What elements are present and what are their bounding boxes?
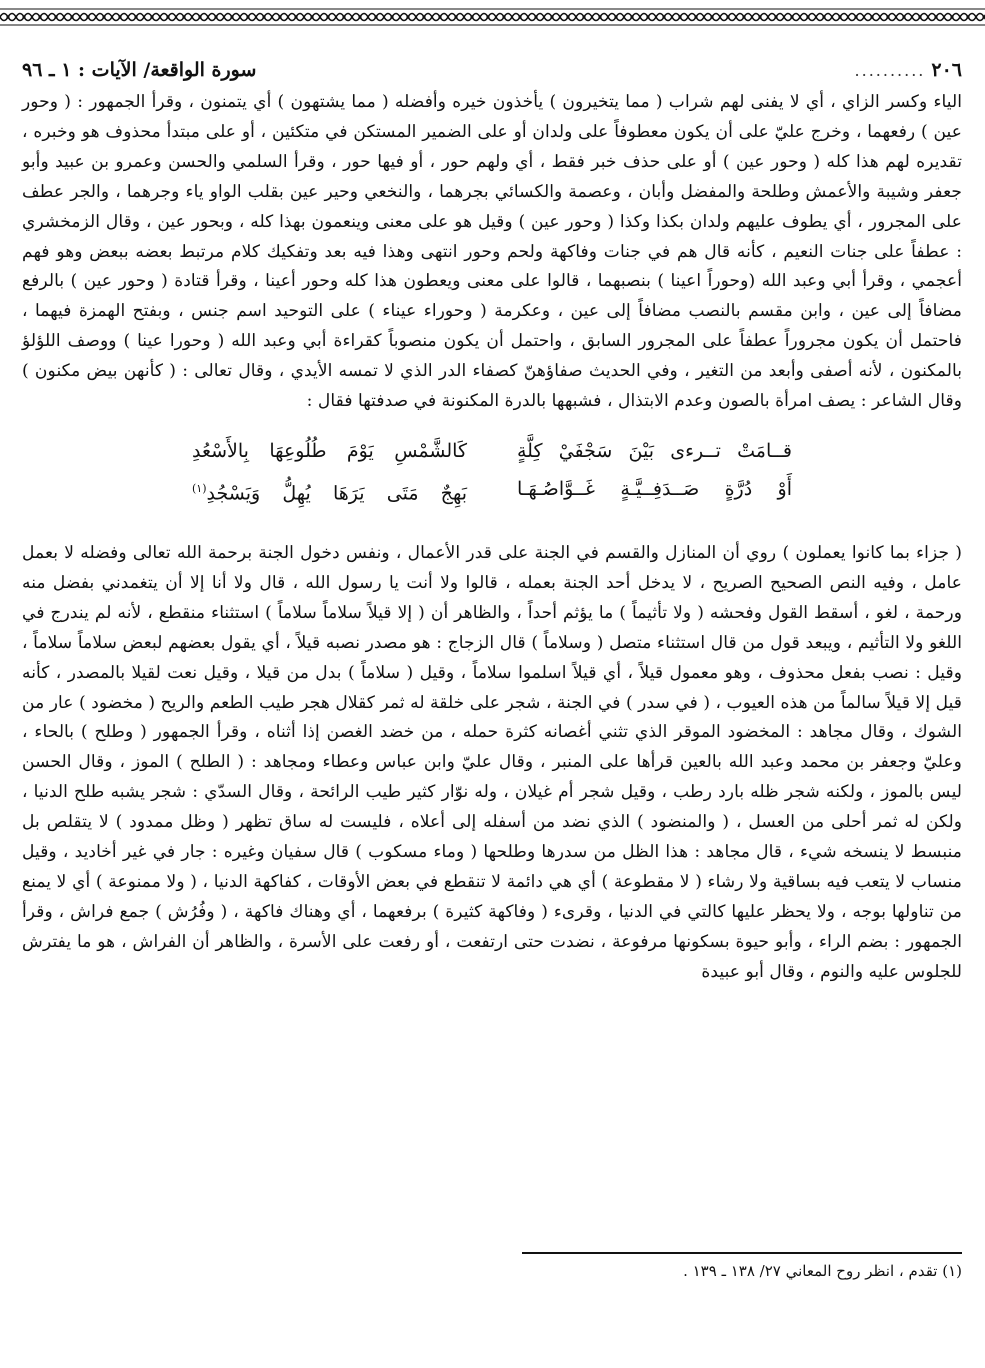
poem-line-1	[192, 433, 792, 469]
poem-line-1-first-hemistich: قــامَتْ تــرءى بَيْنَ سَجْفَيْ كِلَّةٍ	[517, 439, 792, 462]
poem-line-2-second-hemistich-text: بَهِجٌ مَتَى يَرَهَا يُهِلُّ وَيَسْجُدِ	[206, 482, 467, 505]
footnote-text: (١) تقدم ، انظر روح المعاني ٢٧/ ١٣٨ ـ ١٣٩ .	[683, 1262, 962, 1280]
poem-line-2-first-hemistich: أَوْ دُرَّةٍ صَــدَفِــيَّـةٍ غَــوَّاصُـهَـا	[517, 477, 792, 500]
header-dots: ..........	[854, 61, 926, 80]
poem-line-2-second-hemistich	[192, 471, 467, 511]
poem-line-1-second-hemistich: كَالشَّمْسِ يَوْمَ طُلُوعِهَا بِالأَسْعُدِ	[192, 439, 467, 462]
footnote-marker: (١)	[192, 481, 207, 495]
paragraph-2: ( جزاء بما كانوا يعملون ) روي أن المنازل والقسم في الجنة على قدر الأعمال ، ونفس دخول الجنة برحمة الله تعالى وفضله لا بعمل عامل ، وفيه النص الصحيح الصريح ، لا يدخل أحد الجنة بعمله ، قالوا ولا أنت يا رسول الله ، قال ولا أنا إلا أن يتغمدني بفضل منه ورحمة ، لغو ، أسقط القول وفحشه ( ولا تأثيماً ) ما يؤثم أحداً ، والظاهر أن ( إلا قيلاً سلاماً سلاماً ) استثناء منقطع ، لأنه لم يندرج في اللغو ولا التأثيم ، ويبعد قول من قال استثناء متصل ( وسلاماً ) قال الزجاج : هو مصدر نصبه قيلاً ، أي يقول بعضهم لبعض سلاماً سلاماً ، وقيل : نصب بفعل محذوف ، وهو معمول قيلاً ، أي قيلاً اسلموا سلاماً ، وقيل ( سلاماً ) بدل من قيلا ، وقيل نعت لقيلا بالمصدر ، كأنه قيل إلا قيلاً سالماً من هذه العيوب ، ( في سدر ) في الجنة ، شجر على خلقة له ثمر كقلال هجر طيب الطعم والريح ( مخضود ) عار من الشوك ، وقال مجاهد : المخضود الموقر الذي تثني أغصانه كثرة حمله ، من خضد الغصن إذا أثناه ، وقرأ الجمهور ( وطلح ) بالحاء ، وعليّ وجعفر بن محمد وعبد الله بالعين قرأها على المنبر ، وقال عليّ وابن عباس وعطاء ومجاهد : ( الطلح ) الموز ، وقال الحسن ليس بالموز ، ولكنه شجر ظله بارد رطب ، وقيل شجر أم غيلان ، وله نوّار كثير طيب الرائحة ، وقال السدّي : شجر يشبه طلح الدنيا ، ولكن له ثمر أحلى من العسل ، ( والمنضود ) الذي نضد من أسفله إلى أعلاه ، فليست له ساق تظهر ( وظل ممدود ) لا يتقلص بل منبسط لا ينسخه شيء ، قال مجاهد : هذا الظل من سدرها وطلحها ( وماء مسكوب ) قال سفيان وغيره : جار في غير أخاديد ، وقيل منساب لا يتعب فيه بساقية ولا رشاء ( لا مقطوعة ) أي هي دائمة لا تنقطع في بعض الأوقات ، كفاكهة الدنيا ، ( ولا ممنوعة ) أي لا يمنع من تناولها بوجه ، ولا يحظر عليها كالتي في الدنيا ، وقرىء ( وفاكهة كثيرة ) برفعهما ، أي وهناك فاكهة ، ( وفُرُش ) جمع فراش ، وقرأ الجمهور : بضم الراء ، وأبو حيوة بسكونها مرفوعة ، نضدت حتى ارتفعت ، أو رفعت على الأسرة ، والظاهر أن الفراش ، هو ما يفترش للجلوس عليه والنوم ، وقال أبو عبيدة	[22, 542, 962, 982]
footnote-divider	[522, 1252, 962, 1254]
page-content	[22, 52, 962, 988]
body-text	[22, 88, 962, 988]
top-border-ornament	[0, 8, 985, 26]
header-title: سورة الواقعة/ الآيات : ١ ـ ٩٦	[22, 59, 257, 81]
ornament-pattern-icon	[0, 8, 985, 26]
poem-block	[22, 429, 962, 529]
paragraph-1: الياء وكسر الزاي ، أي لا يفنى لهم شراب ( مما يتخيرون ) يأخذون خيره وأفضله ( مما يشتهون ) أي يتمنون ، وقرأ الجمهور : ( وحور عين ) رفعهما ، وخرج عليّ على أن يكون معطوفاً على ولدان أو على الضمير المستكن في متكئين ، أو على مبتدأ محذوف هو وخبره ، تقديره لهم هذا كله ( وحور عين ) أو على حذف خبر فقط ، أي ولهم حور ، أو فيها حور ، وقرأ السلمي والحسن وعمرو بن عبيد وأبو جعفر وشيبة والأعمش وطلحة والمفضل وأبان ، وعصمة والكسائي بجرهما ، والنخعي وحير عين بقلب الواو ياء وجرهما ، والجر عطف على المجرور ، أي يطوف عليهم ولدان بكذا وكذا ( وحور عين ) وقيل هو على معنى وينعمون بهذا كله ، وبحور عين ، وقال الزمخشري : عطفاً على جنات النعيم ، كأنه قال هم في جنات وفاكهة ولحم وحور انتهى وهذا فيه بعد وتفكيك كلام مرتبط بعضه ببعض وهو فهم أعجمي ، وقرأ أبي وعبد الله (وحوراً اعينا ) بنصبهما ، قالوا على معنى ويعطون هذا كله وحور أعينا ، وقرأ قتادة ( وحور عين ) بالرفع مضافاً إلى عين ، وابن مقسم بالنصب مضافاً إلى عين ، وعكرمة ( وحوراء عيناء ) على التوحيد اسم جنس ، وبفتح الهمزة فيهما ، فاحتمل أن يكون مجروراً عطفاً على المجرور السابق ، واحتمل أن يكون منصوباً كقراءة أبي وعبد الله ( وحورا عينا ) ووصف اللؤلؤ بالمكنون ، لأنه أصفى وأبعد من التغير ، وفي الحديث صفاؤهنّ كصفاء الدر الذي لا تمسه الأيدي ، وقال تعالى : ( كأنهن بيض مكنون ) وقال الشاعر : يصف امرأة بالصون وعدم الابتذال ، فشبهها بالدرة المكنونة في صدفتها فقال :	[22, 92, 963, 412]
page-number-group	[855, 52, 962, 89]
running-header	[22, 52, 962, 88]
page-number: ٢٠٦	[931, 59, 962, 81]
poem-line-2	[192, 471, 792, 511]
